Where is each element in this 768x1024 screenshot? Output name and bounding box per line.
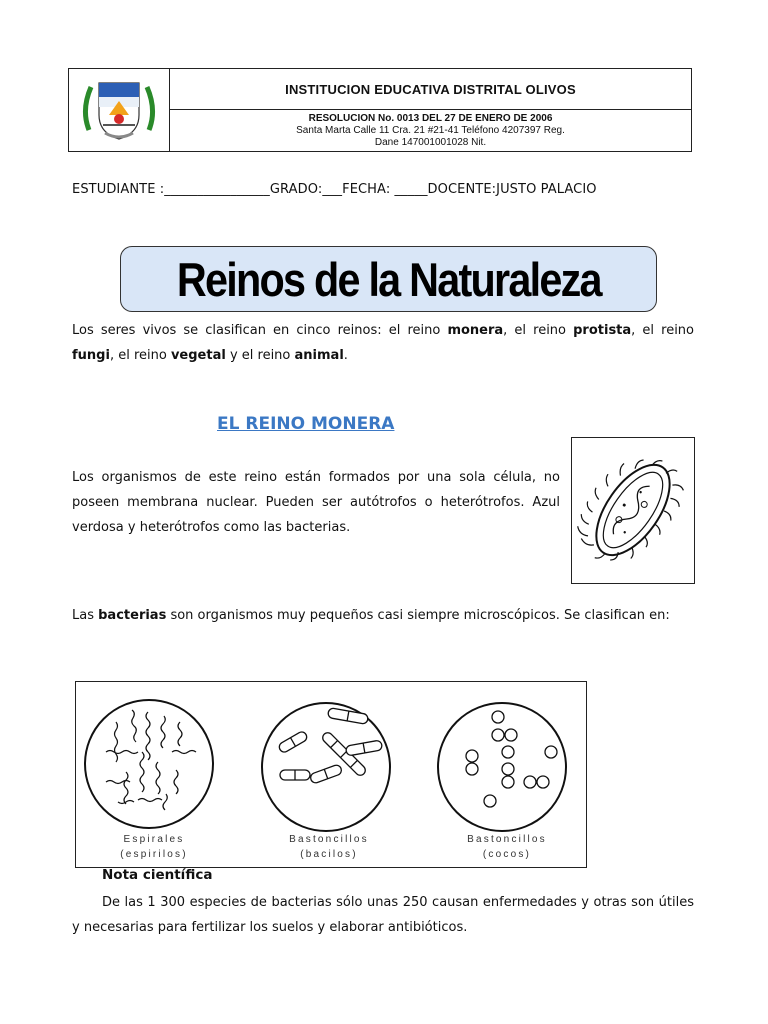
bacteria-bold: bacterias <box>98 608 167 623</box>
section-title-monera: EL REINO MONERA <box>217 414 395 434</box>
school-crest-logo <box>69 69 170 151</box>
bacteria-text: Las <box>72 608 99 623</box>
intro-text: y el reino <box>225 348 295 363</box>
intro-paragraph <box>72 318 694 368</box>
institution-details <box>170 110 691 151</box>
dane-text: Dane 147001001028 Nit. <box>374 137 487 148</box>
institution-name: INSTITUCION EDUCATIVA DISTRITAL OLIVOS <box>170 69 691 110</box>
intro-bold: animal <box>294 348 344 363</box>
intro-bold: fungi <box>72 348 110 363</box>
bacteria-paragraph <box>72 603 694 628</box>
resolution-text: RESOLUCION No. 0013 DEL 27 DE ENERO DE 2006 <box>308 113 553 124</box>
bacteria-types-figure <box>75 681 587 868</box>
intro-text: , el reino <box>109 348 171 363</box>
caption-line: (espirilos) <box>120 849 188 860</box>
student-info-line: ESTUDIANTE :________________GRADO:___FECHA: _____DOCENTE:JUSTO PALACIO <box>72 182 597 197</box>
bacteria-text: son organismos muy pequeños casi siempre microscópicos. Se clasifican en: <box>166 608 670 623</box>
page-title: Reinos de la Naturaleza <box>176 252 601 306</box>
title-banner <box>120 246 657 312</box>
caption-line: (cocos) <box>482 849 532 860</box>
intro-text: , el reino <box>503 323 574 338</box>
caption-cocos <box>442 832 572 862</box>
monera-illustration <box>571 437 695 584</box>
address-text: Santa Marta Calle 11 Cra. 21 #21-41 Teléfono 4207397 Reg. <box>296 125 565 136</box>
caption-line: Espirales <box>123 834 185 845</box>
caption-line: Bastoncillos <box>289 834 369 845</box>
intro-bold: monera <box>447 323 504 338</box>
institution-header <box>68 68 692 152</box>
intro-text: . <box>343 348 348 363</box>
intro-text: , el reino <box>631 323 694 338</box>
intro-text: Los seres vivos se clasifican en cinco reinos: el reino <box>72 323 448 338</box>
nota-paragraph: De las 1 300 especies de bacterias sólo unas 250 causan enfermedades y otras son útiles y necesarias para fertilizar los suelos y elaborar antibióticos. <box>72 895 694 935</box>
caption-line: Bastoncillos <box>467 834 547 845</box>
intro-bold: protista <box>573 323 632 338</box>
caption-line: (bacilos) <box>300 849 358 860</box>
caption-bacilos <box>264 832 394 862</box>
caption-espirilos <box>89 832 219 862</box>
bacterium-drawing-icon <box>572 438 694 583</box>
nota-title: Nota científica <box>102 867 213 883</box>
intro-bold: vegetal <box>170 348 226 363</box>
monera-paragraph: Los organismos de este reino están formados por una sola célula, no poseen membrana nuclear. Pueden ser autótrofos o heterótrofos. Azul verdosa y heterótrofos como las bacterias. <box>72 470 560 535</box>
school-crest-icon <box>79 75 159 145</box>
